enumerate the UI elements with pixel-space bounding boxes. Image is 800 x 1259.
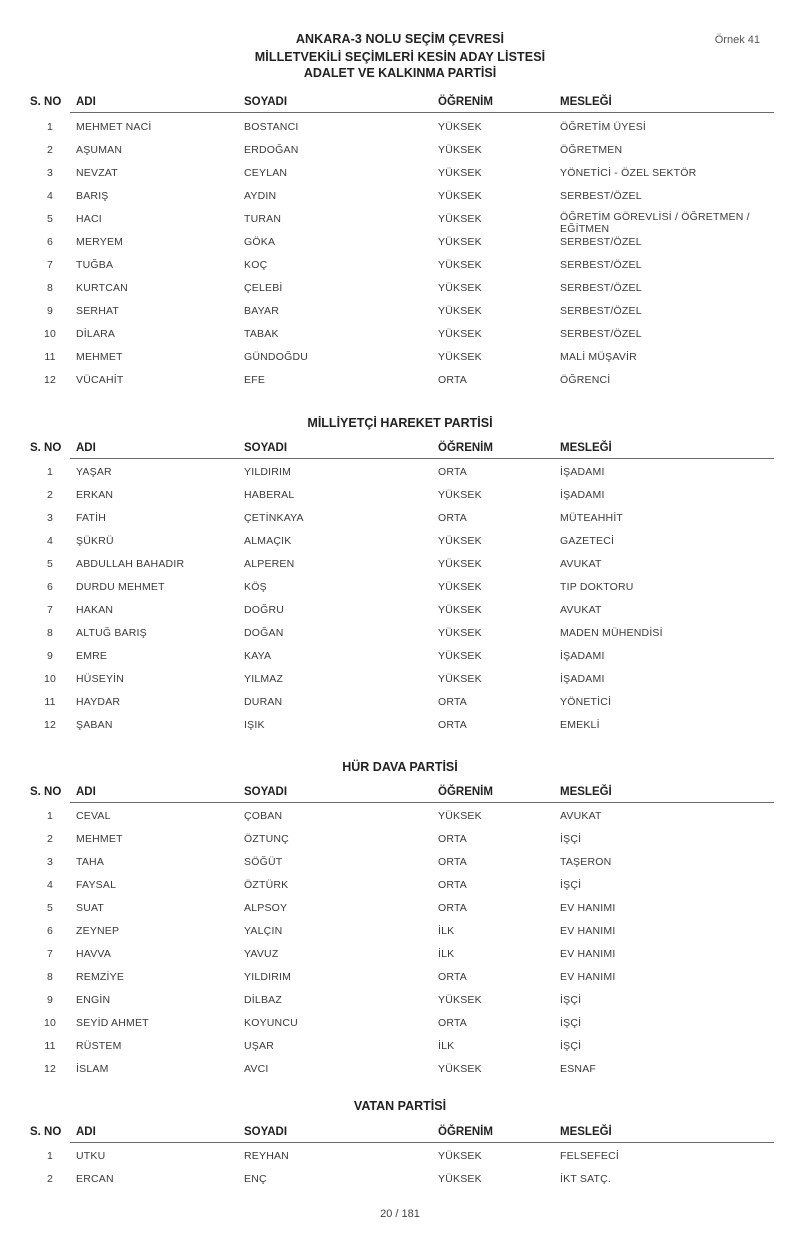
cell-meslek: İŞÇİ xyxy=(560,994,582,1006)
cell-no: 5 xyxy=(46,558,54,570)
header-ad: ADI xyxy=(76,442,96,454)
table-row xyxy=(0,489,800,509)
table-row xyxy=(0,190,800,210)
cell-soyad: AYDIN xyxy=(244,190,277,202)
party-title: ADALET VE KALKINMA PARTİSİ xyxy=(303,66,497,80)
cell-ad: KURTCAN xyxy=(76,282,128,294)
cell-soyad: YALÇIN xyxy=(244,925,283,937)
cell-no: 3 xyxy=(46,856,54,868)
cell-meslek: SERBEST/ÖZEL xyxy=(560,305,642,317)
table-row xyxy=(0,925,800,945)
cell-ogrenim: YÜKSEK xyxy=(438,305,482,317)
cell-ad: ABDULLAH BAHADIR xyxy=(76,558,185,570)
cell-ad: YAŞAR xyxy=(76,466,112,478)
cell-ogrenim: YÜKSEK xyxy=(438,167,482,179)
cell-soyad: KOÇ xyxy=(244,259,268,271)
cell-ad: NEVZAT xyxy=(76,167,118,179)
table-row xyxy=(0,879,800,899)
table-row xyxy=(0,696,800,716)
cell-ad: MEHMET NACİ xyxy=(76,121,152,133)
cell-ad: ALTUĞ BARIŞ xyxy=(76,627,147,639)
cell-ad: ENGİN xyxy=(76,994,111,1006)
cell-no: 8 xyxy=(46,282,54,294)
table-row xyxy=(0,581,800,601)
header-no: S. NO xyxy=(30,786,62,798)
cell-soyad: YILDIRIM xyxy=(244,971,292,983)
table-row xyxy=(0,1063,800,1083)
cell-soyad: YILDIRIM xyxy=(244,466,292,478)
cell-ad: HAKAN xyxy=(76,604,114,616)
cell-no: 5 xyxy=(46,902,54,914)
cell-ad: SERHAT xyxy=(76,305,120,317)
cell-soyad: KOYUNCU xyxy=(244,1017,298,1029)
cell-soyad: YAVUZ xyxy=(244,948,279,960)
cell-meslek: EMEKLİ xyxy=(560,719,600,731)
cell-ad: FATİH xyxy=(76,512,106,524)
cell-soyad: ÇELEBİ xyxy=(244,282,283,294)
cell-no: 9 xyxy=(46,650,54,662)
corner-note: Örnek 41 xyxy=(714,34,760,46)
cell-no: 6 xyxy=(46,925,54,937)
cell-ad: EMRE xyxy=(76,650,108,662)
table-row xyxy=(0,236,800,256)
cell-meslek: EV HANIMI xyxy=(560,925,616,937)
cell-ogrenim: YÜKSEK xyxy=(438,1063,482,1075)
table-row xyxy=(0,282,800,302)
cell-ogrenim: YÜKSEK xyxy=(438,351,482,363)
table-row xyxy=(0,650,800,670)
cell-ad: DURDU MEHMET xyxy=(76,581,165,593)
table-row xyxy=(0,558,800,578)
header-rule xyxy=(70,112,774,113)
header-meslek: MESLEĞİ xyxy=(560,96,612,108)
cell-meslek: EV HANIMI xyxy=(560,902,616,914)
cell-ogrenim: İLK xyxy=(438,1040,455,1052)
cell-ogrenim: YÜKSEK xyxy=(438,604,482,616)
cell-soyad: ALPEREN xyxy=(244,558,295,570)
cell-meslek: İKT SATÇ. xyxy=(560,1173,612,1185)
cell-ogrenim: YÜKSEK xyxy=(438,121,482,133)
cell-meslek: YÖNETİCİ xyxy=(560,696,612,708)
cell-meslek: İŞADAMI xyxy=(560,673,605,685)
cell-meslek: İŞADAMI xyxy=(560,466,605,478)
cell-ad: SEYİD AHMET xyxy=(76,1017,149,1029)
cell-soyad: SÖĞÜT xyxy=(244,856,283,868)
cell-meslek: İŞÇİ xyxy=(560,1017,582,1029)
table-row xyxy=(0,374,800,394)
header-meslek: MESLEĞİ xyxy=(560,786,612,798)
cell-meslek: SERBEST/ÖZEL xyxy=(560,236,642,248)
table-row xyxy=(0,948,800,968)
cell-no: 11 xyxy=(44,696,56,708)
cell-ogrenim: ORTA xyxy=(438,374,467,386)
party-title: VATAN PARTİSİ xyxy=(353,1099,447,1113)
header-ad: ADI xyxy=(76,1126,96,1138)
cell-ad: AŞUMAN xyxy=(76,144,123,156)
table-row xyxy=(0,466,800,486)
cell-ad: ERKAN xyxy=(76,489,114,501)
page-number: 20 / 181 xyxy=(380,1208,420,1220)
cell-ogrenim: YÜKSEK xyxy=(438,489,482,501)
cell-soyad: TABAK xyxy=(244,328,279,340)
cell-ogrenim: ORTA xyxy=(438,1017,467,1029)
cell-soyad: ÇETİNKAYA xyxy=(244,512,304,524)
header-no: S. NO xyxy=(30,96,62,108)
cell-ogrenim: ORTA xyxy=(438,833,467,845)
table-row xyxy=(0,535,800,555)
cell-no: 2 xyxy=(46,1173,54,1185)
cell-meslek: SERBEST/ÖZEL xyxy=(560,190,642,202)
header-soyad: SOYADI xyxy=(244,1126,288,1138)
cell-meslek: İŞÇİ xyxy=(560,1040,582,1052)
cell-soyad: KAYA xyxy=(244,650,272,662)
table-row xyxy=(0,810,800,830)
header-ad: ADI xyxy=(76,786,96,798)
cell-ogrenim: ORTA xyxy=(438,512,467,524)
cell-meslek: ÖĞRETİM ÜYESİ xyxy=(560,121,647,133)
cell-soyad: HABERAL xyxy=(244,489,295,501)
cell-meslek: MADEN MÜHENDİSİ xyxy=(560,627,663,639)
header-soyad: SOYADI xyxy=(244,442,288,454)
cell-ad: RÜSTEM xyxy=(76,1040,122,1052)
cell-ogrenim: YÜKSEK xyxy=(438,558,482,570)
cell-meslek: ÖĞRETMEN xyxy=(560,144,623,156)
cell-ogrenim: ORTA xyxy=(438,879,467,891)
cell-meslek: ÖĞRENCİ xyxy=(560,374,611,386)
cell-soyad: EFE xyxy=(244,374,266,386)
cell-ogrenim: ORTA xyxy=(438,902,467,914)
table-row xyxy=(0,1173,800,1193)
cell-soyad: ÖZTUNÇ xyxy=(244,833,289,845)
header-ogrenim: ÖĞRENİM xyxy=(438,96,493,108)
cell-ogrenim: ORTA xyxy=(438,696,467,708)
cell-ogrenim: YÜKSEK xyxy=(438,1173,482,1185)
cell-ad: İSLAM xyxy=(76,1063,109,1075)
cell-no: 7 xyxy=(46,259,54,271)
cell-soyad: UŞAR xyxy=(244,1040,274,1052)
cell-meslek: İŞÇİ xyxy=(560,879,582,891)
cell-no: 4 xyxy=(46,879,54,891)
cell-soyad: GÖKA xyxy=(244,236,276,248)
table-row xyxy=(0,856,800,876)
cell-no: 12 xyxy=(43,1063,57,1075)
cell-meslek: İŞADAMI xyxy=(560,650,605,662)
cell-soyad: ENÇ xyxy=(244,1173,267,1185)
cell-soyad: ALMAÇIK xyxy=(244,535,292,547)
table-row xyxy=(0,213,800,233)
cell-soyad: GÜNDOĞDU xyxy=(244,351,309,363)
cell-ogrenim: ORTA xyxy=(438,971,467,983)
cell-ogrenim: YÜKSEK xyxy=(438,650,482,662)
cell-soyad: YILMAZ xyxy=(244,673,284,685)
cell-ogrenim: ORTA xyxy=(438,856,467,868)
table-row xyxy=(0,167,800,187)
cell-ad: TUĞBA xyxy=(76,259,114,271)
cell-no: 1 xyxy=(46,810,54,822)
cell-ogrenim: YÜKSEK xyxy=(438,581,482,593)
cell-ogrenim: YÜKSEK xyxy=(438,535,482,547)
cell-no: 8 xyxy=(46,971,54,983)
party-title: MİLLİYETÇİ HAREKET PARTİSİ xyxy=(307,416,493,430)
cell-ogrenim: YÜKSEK xyxy=(438,627,482,639)
cell-meslek: SERBEST/ÖZEL xyxy=(560,259,642,271)
cell-meslek: AVUKAT xyxy=(560,558,602,570)
cell-ad: ŞABAN xyxy=(76,719,113,731)
cell-no: 11 xyxy=(44,1040,56,1052)
party-title: HÜR DAVA PARTİSİ xyxy=(342,760,458,774)
cell-ogrenim: YÜKSEK xyxy=(438,282,482,294)
table-row xyxy=(0,144,800,164)
cell-no: 5 xyxy=(46,213,54,225)
header-soyad: SOYADI xyxy=(244,786,288,798)
cell-no: 11 xyxy=(44,351,56,363)
header-rule xyxy=(70,1142,774,1143)
cell-meslek: MALİ MÜŞAVİR xyxy=(560,351,637,363)
cell-soyad: IŞIK xyxy=(244,719,265,731)
cell-ogrenim: ORTA xyxy=(438,719,467,731)
cell-ogrenim: YÜKSEK xyxy=(438,1150,482,1162)
table-row xyxy=(0,1150,800,1170)
cell-ad: VÜCAHİT xyxy=(76,374,124,386)
cell-ogrenim: YÜKSEK xyxy=(438,259,482,271)
cell-ad: MEHMET xyxy=(76,351,123,363)
cell-soyad: TURAN xyxy=(244,213,282,225)
cell-meslek: TIP DOKTORU xyxy=(560,581,634,593)
table-row xyxy=(0,673,800,693)
cell-ogrenim: YÜKSEK xyxy=(438,213,482,225)
table-row xyxy=(0,833,800,853)
cell-no: 3 xyxy=(46,512,54,524)
header-rule xyxy=(70,458,774,459)
table-row xyxy=(0,351,800,371)
cell-ad: REMZİYE xyxy=(76,971,125,983)
cell-meslek: İŞÇİ xyxy=(560,833,582,845)
table-row xyxy=(0,1017,800,1037)
header-no: S. NO xyxy=(30,1126,62,1138)
cell-ad: HAYDAR xyxy=(76,696,121,708)
cell-ad: TAHA xyxy=(76,856,105,868)
table-row xyxy=(0,512,800,532)
cell-no: 1 xyxy=(46,466,54,478)
cell-meslek: SERBEST/ÖZEL xyxy=(560,282,642,294)
cell-ad: MERYEM xyxy=(76,236,124,248)
cell-no: 4 xyxy=(46,535,54,547)
cell-ogrenim: YÜKSEK xyxy=(438,810,482,822)
table-row xyxy=(0,719,800,739)
cell-ogrenim: İLK xyxy=(438,948,455,960)
cell-meslek: TAŞERON xyxy=(560,856,612,868)
cell-soyad: ÖZTÜRK xyxy=(244,879,289,891)
cell-no: 3 xyxy=(46,167,54,179)
cell-meslek: ESNAF xyxy=(560,1063,597,1075)
cell-no: 8 xyxy=(46,627,54,639)
cell-meslek: FELSEFECİ xyxy=(560,1150,619,1162)
cell-soyad: BAYAR xyxy=(244,305,280,317)
cell-ad: BARIŞ xyxy=(76,190,109,202)
table-row xyxy=(0,627,800,647)
cell-soyad: DOĞAN xyxy=(244,627,284,639)
cell-ogrenim: YÜKSEK xyxy=(438,144,482,156)
cell-ad: DİLARA xyxy=(76,328,116,340)
header-no: S. NO xyxy=(30,442,62,454)
cell-soyad: CEYLAN xyxy=(244,167,288,179)
cell-ogrenim: ORTA xyxy=(438,466,467,478)
cell-no: 6 xyxy=(46,236,54,248)
cell-ad: CEVAL xyxy=(76,810,111,822)
header-ad: ADI xyxy=(76,96,96,108)
cell-ogrenim: YÜKSEK xyxy=(438,190,482,202)
table-row xyxy=(0,1040,800,1060)
header-meslek: MESLEĞİ xyxy=(560,442,612,454)
cell-meslek: İŞADAMI xyxy=(560,489,605,501)
cell-no: 10 xyxy=(43,328,57,340)
cell-meslek: SERBEST/ÖZEL xyxy=(560,328,642,340)
cell-ad: HACI xyxy=(76,213,102,225)
cell-ogrenim: YÜKSEK xyxy=(438,994,482,1006)
cell-soyad: DİLBAZ xyxy=(244,994,282,1006)
header-soyad: SOYADI xyxy=(244,96,288,108)
cell-no: 10 xyxy=(43,1017,57,1029)
cell-no: 2 xyxy=(46,489,54,501)
document-title-line-1: ANKARA-3 NOLU SEÇİM ÇEVRESİ xyxy=(295,32,505,46)
cell-ad: HAVVA xyxy=(76,948,112,960)
header-rule xyxy=(70,802,774,803)
table-row xyxy=(0,328,800,348)
cell-no: 4 xyxy=(46,190,54,202)
cell-ad: ZEYNEP xyxy=(76,925,120,937)
table-row xyxy=(0,994,800,1014)
cell-soyad: REYHAN xyxy=(244,1150,289,1162)
cell-soyad: ALPSOY xyxy=(244,902,288,914)
cell-ad: FAYSAL xyxy=(76,879,117,891)
cell-ad: SUAT xyxy=(76,902,105,914)
header-meslek: MESLEĞİ xyxy=(560,1126,612,1138)
cell-ogrenim: İLK xyxy=(438,925,455,937)
cell-ad: ERCAN xyxy=(76,1173,114,1185)
cell-ogrenim: YÜKSEK xyxy=(438,673,482,685)
cell-no: 7 xyxy=(46,948,54,960)
cell-meslek: EV HANIMI xyxy=(560,971,616,983)
cell-no: 1 xyxy=(46,1150,54,1162)
cell-soyad: KÖŞ xyxy=(244,581,267,593)
cell-no: 1 xyxy=(46,121,54,133)
cell-soyad: DOĞRU xyxy=(244,604,285,616)
cell-meslek: GAZETECİ xyxy=(560,535,615,547)
cell-no: 10 xyxy=(43,673,57,685)
document-title-line-2: MİLLETVEKİLİ SEÇİMLERİ KESİN ADAY LİSTESİ xyxy=(254,50,546,64)
cell-meslek: ÖĞRETİM GÖREVLİSİ / ÖĞRETMEN / EĞİTMEN xyxy=(560,211,750,235)
cell-no: 2 xyxy=(46,833,54,845)
cell-ad: ŞÜKRÜ xyxy=(76,535,114,547)
cell-soyad: ERDOĞAN xyxy=(244,144,299,156)
cell-no: 12 xyxy=(43,374,57,386)
cell-meslek: AVUKAT xyxy=(560,604,602,616)
cell-meslek: EV HANIMI xyxy=(560,948,616,960)
header-ogrenim: ÖĞRENİM xyxy=(438,786,493,798)
table-row xyxy=(0,902,800,922)
cell-meslek: AVUKAT xyxy=(560,810,602,822)
cell-soyad: ÇOBAN xyxy=(244,810,283,822)
cell-no: 9 xyxy=(46,305,54,317)
table-row xyxy=(0,305,800,325)
cell-ad: HÜSEYİN xyxy=(76,673,125,685)
cell-meslek: YÖNETİCİ - ÖZEL SEKTÖR xyxy=(560,167,697,179)
cell-soyad: DURAN xyxy=(244,696,283,708)
header-ogrenim: ÖĞRENİM xyxy=(438,442,493,454)
cell-no: 6 xyxy=(46,581,54,593)
cell-no: 7 xyxy=(46,604,54,616)
cell-no: 12 xyxy=(43,719,57,731)
cell-ad: UTKU xyxy=(76,1150,106,1162)
cell-no: 2 xyxy=(46,144,54,156)
table-row xyxy=(0,604,800,624)
header-ogrenim: ÖĞRENİM xyxy=(438,1126,493,1138)
table-row xyxy=(0,121,800,141)
table-row xyxy=(0,259,800,279)
table-row xyxy=(0,971,800,991)
cell-meslek: MÜTEAHHİT xyxy=(560,512,624,524)
cell-ogrenim: YÜKSEK xyxy=(438,328,482,340)
cell-soyad: BOSTANCI xyxy=(244,121,299,133)
cell-ad: MEHMET xyxy=(76,833,123,845)
cell-soyad: AVCI xyxy=(244,1063,269,1075)
cell-ogrenim: YÜKSEK xyxy=(438,236,482,248)
cell-no: 9 xyxy=(46,994,54,1006)
